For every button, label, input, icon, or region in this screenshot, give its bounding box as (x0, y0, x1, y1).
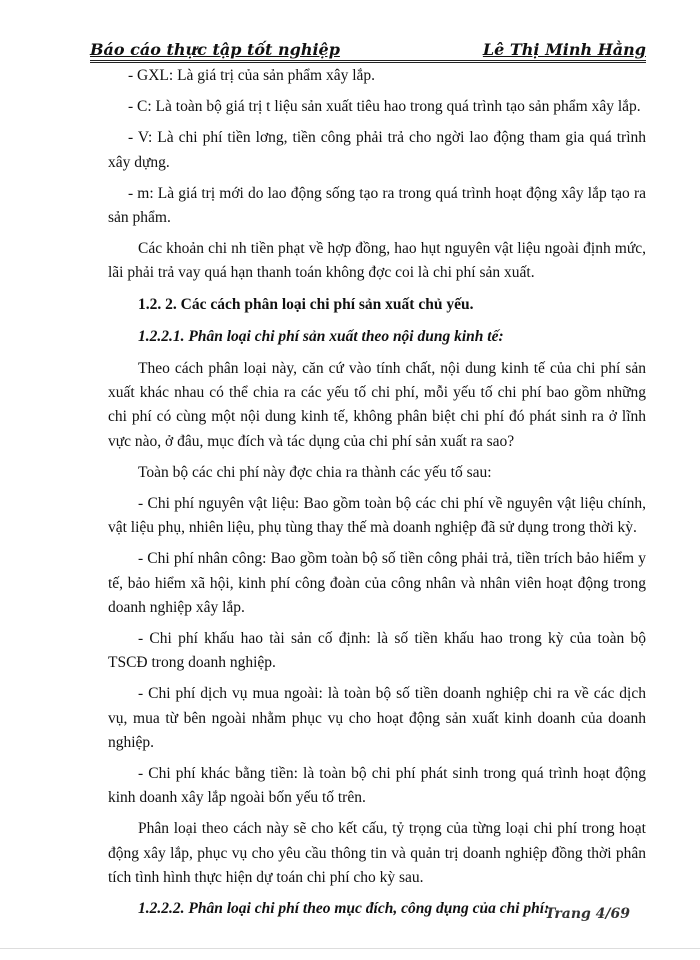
page-bottom-divider (0, 948, 700, 949)
section-heading-1-2-2: 1.2. 2. Các cách phân loại chi phí sản xuất chủ yếu. (138, 295, 474, 313)
paragraph-factors-intro: Toàn bộ các chi phí này đợc chia ra thành các yếu tố sau: (138, 463, 492, 481)
subsection-heading-1-2-2-2: 1.2.2.2. Phân loại chi phí theo mục đích, công dụng của chi phí: (138, 900, 550, 918)
document-body (108, 64, 646, 929)
list-item-depreciation: - Chi phí khấu hao tài sản cố định: là số tiền khấu hao trong kỳ của toàn bộ TSCĐ trong doanh nghiệp. (108, 630, 646, 672)
paragraph-excluded-costs: Các khoản chi nh tiền phạt về hợp đồng, hao hụt nguyên vật liệu ngoài định mức, lãi phải trả vay quá hạn thanh toán không đợc coi là chi phí sản xuất. (108, 240, 646, 282)
list-item-labor: - Chi phí nhân công: Bao gồm toàn bộ số tiền công phải trả, tiền trích bảo hiểm y tế, bảo hiểm xã hội, kinh phí công đoàn của công nhân và nhân viên hoạt động trong doanh nghiệp xây lắp. (108, 550, 646, 616)
paragraph-classification-summary: Phân loại theo cách này sẽ cho kết cấu, tỷ trọng của từng loại chi phí trong hoạt động xây lắp, phục vụ cho yêu cầu thông tin và quản trị doanh nghiệp đồng thời phân tích tình hình thực hiện dự toán chi phí cho kỳ sau. (108, 820, 646, 886)
paragraph-m: - m: Là giá trị mới do lao động sống tạo ra trong quá trình hoạt động xây lắp tạo ra sản phẩm. (108, 184, 646, 227)
page-number: Trang 4/69 (544, 906, 630, 922)
list-item-outsourced-services: - Chi phí dịch vụ mua ngoài: là toàn bộ số tiền doanh nghiệp chi ra về các dịch vụ, mua từ bên ngoài nhằm phục vụ cho hoạt động sản xuất kinh doanh của doanh nghiệp. (108, 685, 646, 751)
header-report-title: Báo cáo thực tập tốt nghiệp (90, 40, 340, 59)
subsection-heading-1-2-2-1: 1.2.2.1. Phân loại chi phí sản xuất theo nội dung kinh tế: (138, 327, 504, 345)
page-header (90, 36, 646, 63)
paragraph-classification-intro: Theo cách phân loại này, căn cứ vào tính chất, nội dung kinh tế của chi phí sản xuất khác nhau có thể chia ra các yếu tố chi phí, mỗi yếu tố chi phí bao gồm những chi phí có cùng một nội dung kinh tế, không phân biệt chi phí đó phát sinh ra ở lĩnh vực nào, ở đâu, mục đích và tác dụng của chi phí sản xuất ra sao? (108, 360, 646, 450)
list-item-materials: - Chi phí nguyên vật liệu: Bao gồm toàn bộ các chi phí về nguyên vật liệu chính, vật liệu phụ, nhiên liệu, phụ tùng thay thế mà doanh nghiệp đã sử dụng trong thời kỳ. (108, 495, 646, 537)
list-item-other-cash: - Chi phí khác bằng tiền: là toàn bộ chi phí phát sinh trong quá trình hoạt động kinh doanh xây lắp ngoài bốn yếu tố trên. (108, 765, 646, 807)
paragraph-gxl: - GXL: Là giá trị của sản phẩm xây lắp. (128, 67, 376, 84)
paragraph-c: - C: Là toàn bộ giá trị t liệu sản xuất tiêu hao trong quá trình tạo sản phẩm xây lắp. (128, 98, 641, 116)
header-author-name: Lê Thị Minh Hằng (482, 40, 646, 59)
paragraph-v: - V: Là chi phí tiền lơng, tiền công phải trả cho ngời lao động tham gia quá trình xây dựng. (108, 129, 646, 171)
